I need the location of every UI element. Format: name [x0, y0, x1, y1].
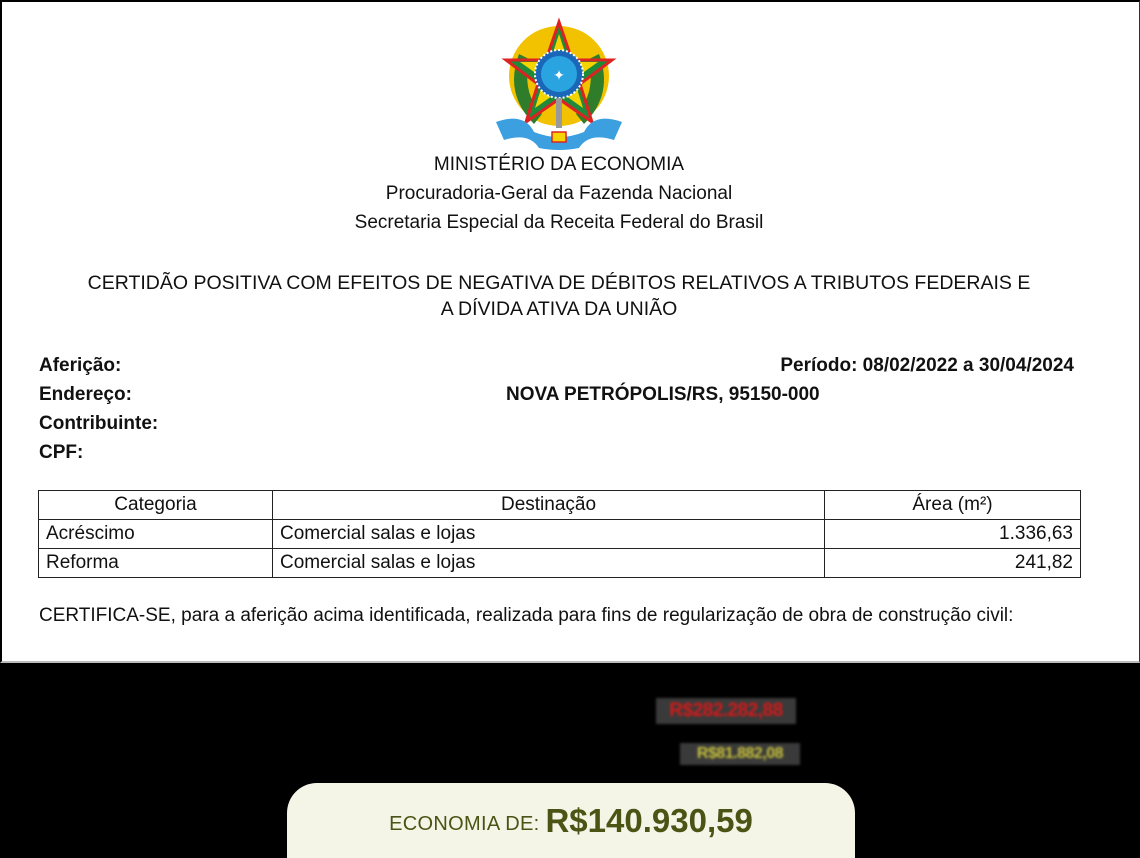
table-row	[39, 520, 1081, 549]
cell-area: 1.336,63	[825, 520, 1081, 549]
table-header-row	[39, 491, 1081, 520]
agency-name: Procuradoria-Geral da Fazenda Nacional	[385, 183, 733, 204]
ministry-name: MINISTÉRIO DA ECONOMIA	[433, 154, 685, 175]
cell-categoria: Acréscimo	[39, 520, 273, 549]
endereco-label: Endereço:	[39, 384, 132, 405]
certificate-title	[22, 270, 1096, 322]
cell-destinacao: Comercial salas e lojas	[273, 520, 825, 549]
cell-area: 241,82	[825, 549, 1081, 578]
savings-value: R$140.930,59	[545, 801, 753, 839]
title-line-1: CERTIDÃO POSITIVA COM EFEITOS DE NEGATIVA DE DÉBITOS RELATIVOS A TRIBUTOS FEDERAIS E	[87, 272, 1031, 294]
cell-destinacao: Comercial salas e lojas	[273, 549, 825, 578]
brazil-coat-of-arms-icon	[494, 14, 624, 154]
reduced-amount-redacted: R$81.882,08	[680, 743, 800, 765]
issuing-agency	[2, 150, 1116, 237]
header-categoria: Categoria	[39, 491, 273, 520]
svg-text:✦: ✦	[553, 67, 565, 83]
original-amount-redacted: R$282.282,88	[656, 698, 796, 724]
table-row	[39, 549, 1081, 578]
field-labels	[39, 351, 158, 467]
header-destinacao: Destinação	[273, 491, 825, 520]
certifica-paragraph: CERTIFICA-SE, para a aferição acima identificada, realizada para fins de regularização de obra de construção civil:	[39, 605, 1014, 626]
contribuinte-label: Contribuinte:	[39, 413, 159, 434]
endereco-value: NOVA PETRÓPOLIS/RS, 95150-000	[506, 384, 820, 405]
cpf-label: CPF:	[39, 442, 84, 463]
title-line-2: A DÍVIDA ATIVA DA UNIÃO	[440, 298, 678, 320]
header-area: Área (m²)	[825, 491, 1081, 520]
savings-label: ECONOMIA DE:	[389, 813, 540, 835]
savings-badge	[287, 783, 855, 858]
afericao-label: Aferição:	[39, 355, 122, 376]
periodo-value: Período: 08/02/2022 a 30/04/2024	[780, 355, 1074, 376]
secretariat-name: Secretaria Especial da Receita Federal do Brasil	[354, 212, 764, 233]
area-table	[38, 490, 1081, 578]
cell-categoria: Reforma	[39, 549, 273, 578]
